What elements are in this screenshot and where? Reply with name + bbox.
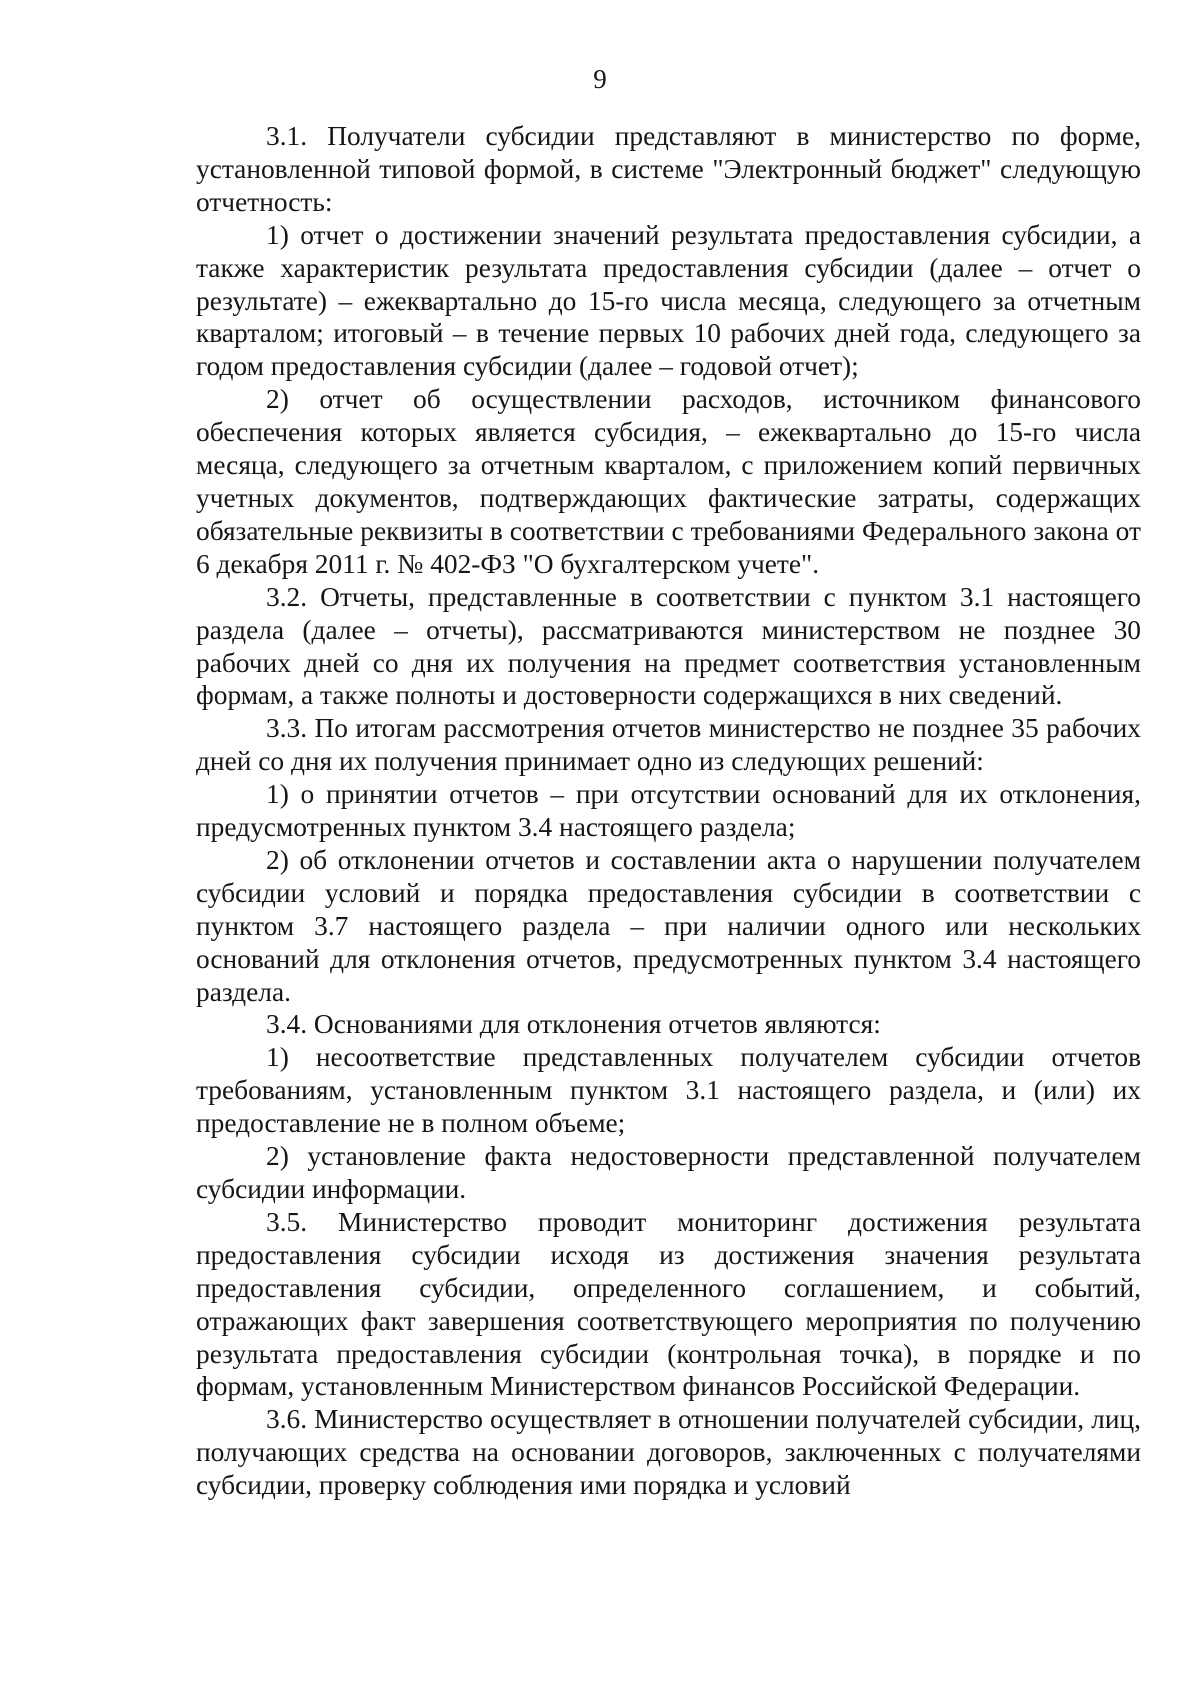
- document-body: [196, 120, 1141, 1502]
- paragraph-3-4-item-1: 1) несоответствие представленных получателем субсидии отчетов требованиям, установленным пунктом 3.1 настоящего раздела, и (или) их предоставление не в полном объеме;: [196, 1042, 1141, 1139]
- paragraph-3-5: 3.5. Министерство проводит мониторинг достижения результата предоставления субсидии исходя из достижения значения результата предоставления субсидии, определенного соглашением, и событий, отражающих факт завершения соответствующего мероприятия по получению результата предоставления субсидии (контрольная точка), в порядке и по формам, установленным Министерством финансов Российской Федерации.: [196, 1206, 1141, 1402]
- paragraph-3-6: 3.6. Министерство осуществляет в отношении получателей субсидии, лиц, получающих средства на основании договоров, заключенных с получателями субсидии, проверку соблюдения ими порядка и условий: [196, 1404, 1141, 1501]
- paragraph-3-1-item-1: 1) отчет о достижении значений результата предоставления субсидии, а также характеристик результата предоставления субсидии (далее – отчет о результате) – ежеквартально до 15-го числа месяца, следующего за отчетным кварталом; итоговый – в течение первых 10 рабочих дней года, следующего за годом предоставления субсидии (далее – годовой отчет);: [196, 219, 1141, 382]
- paragraph-3-3-item-2: 2) об отклонении отчетов и составлении акта о нарушении получателем субсидии условий и порядка предоставления субсидии в соответствии с пунктом 3.7 настоящего раздела – при наличии одного или нескольких оснований для отклонения отчетов, предусмотренных пунктом 3.4 настоящего раздела.: [196, 844, 1141, 1007]
- paragraph-3-3-item-1: 1) о принятии отчетов – при отсутствии оснований для их отклонения, предусмотренных пунктом 3.4 настоящего раздела;: [196, 779, 1141, 843]
- paragraph-3-3: 3.3. По итогам рассмотрения отчетов министерство не позднее 35 рабочих дней со дня их получения принимает одно из следующих решений:: [196, 713, 1141, 777]
- paragraph-3-1: 3.1. Получатели субсидии представляют в министерство по форме, установленной типовой формой, в системе "Электронный бюджет" следующую отчетность:: [196, 121, 1141, 217]
- paragraph-3-4: 3.4. Основаниями для отклонения отчетов являются:: [266, 1009, 881, 1040]
- page-number: 9: [593, 64, 607, 94]
- paragraph-3-4-item-2: 2) установление факта недостоверности представленной получателем субсидии информации.: [196, 1141, 1141, 1204]
- paragraph-3-2: 3.2. Отчеты, представленные в соответствии с пунктом 3.1 настоящего раздела (далее – отчеты), рассматриваются министерством не позднее 30 рабочих дней со дня их получения на предмет соответствия установленным формам, а также полноты и достоверности содержащихся в них сведений.: [196, 581, 1141, 711]
- paragraph-3-1-item-2: 2) отчет об осуществлении расходов, источником финансового обеспечения которых является субсидия, – ежеквартально до 15-го числа месяца, следующего за отчетным кварталом, с приложением копий первичных учетных документов, подтверждающих фактические затраты, содержащих обязательные реквизиты в соответствии с требованиями Федерального закона от 6 декабря 2011 г. № 402-ФЗ "О бухгалтерском учете".: [196, 384, 1141, 579]
